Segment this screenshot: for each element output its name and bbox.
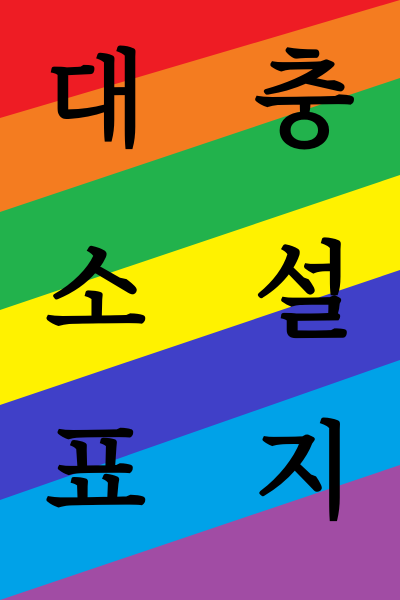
title-line-1 <box>0 40 400 160</box>
title-text-3: 표 지 <box>45 411 391 533</box>
title-text-2: 소 설 <box>45 231 391 353</box>
title-text-1: 대 충 <box>45 39 391 161</box>
title-line-2 <box>0 232 400 352</box>
title-line-3 <box>0 412 400 532</box>
